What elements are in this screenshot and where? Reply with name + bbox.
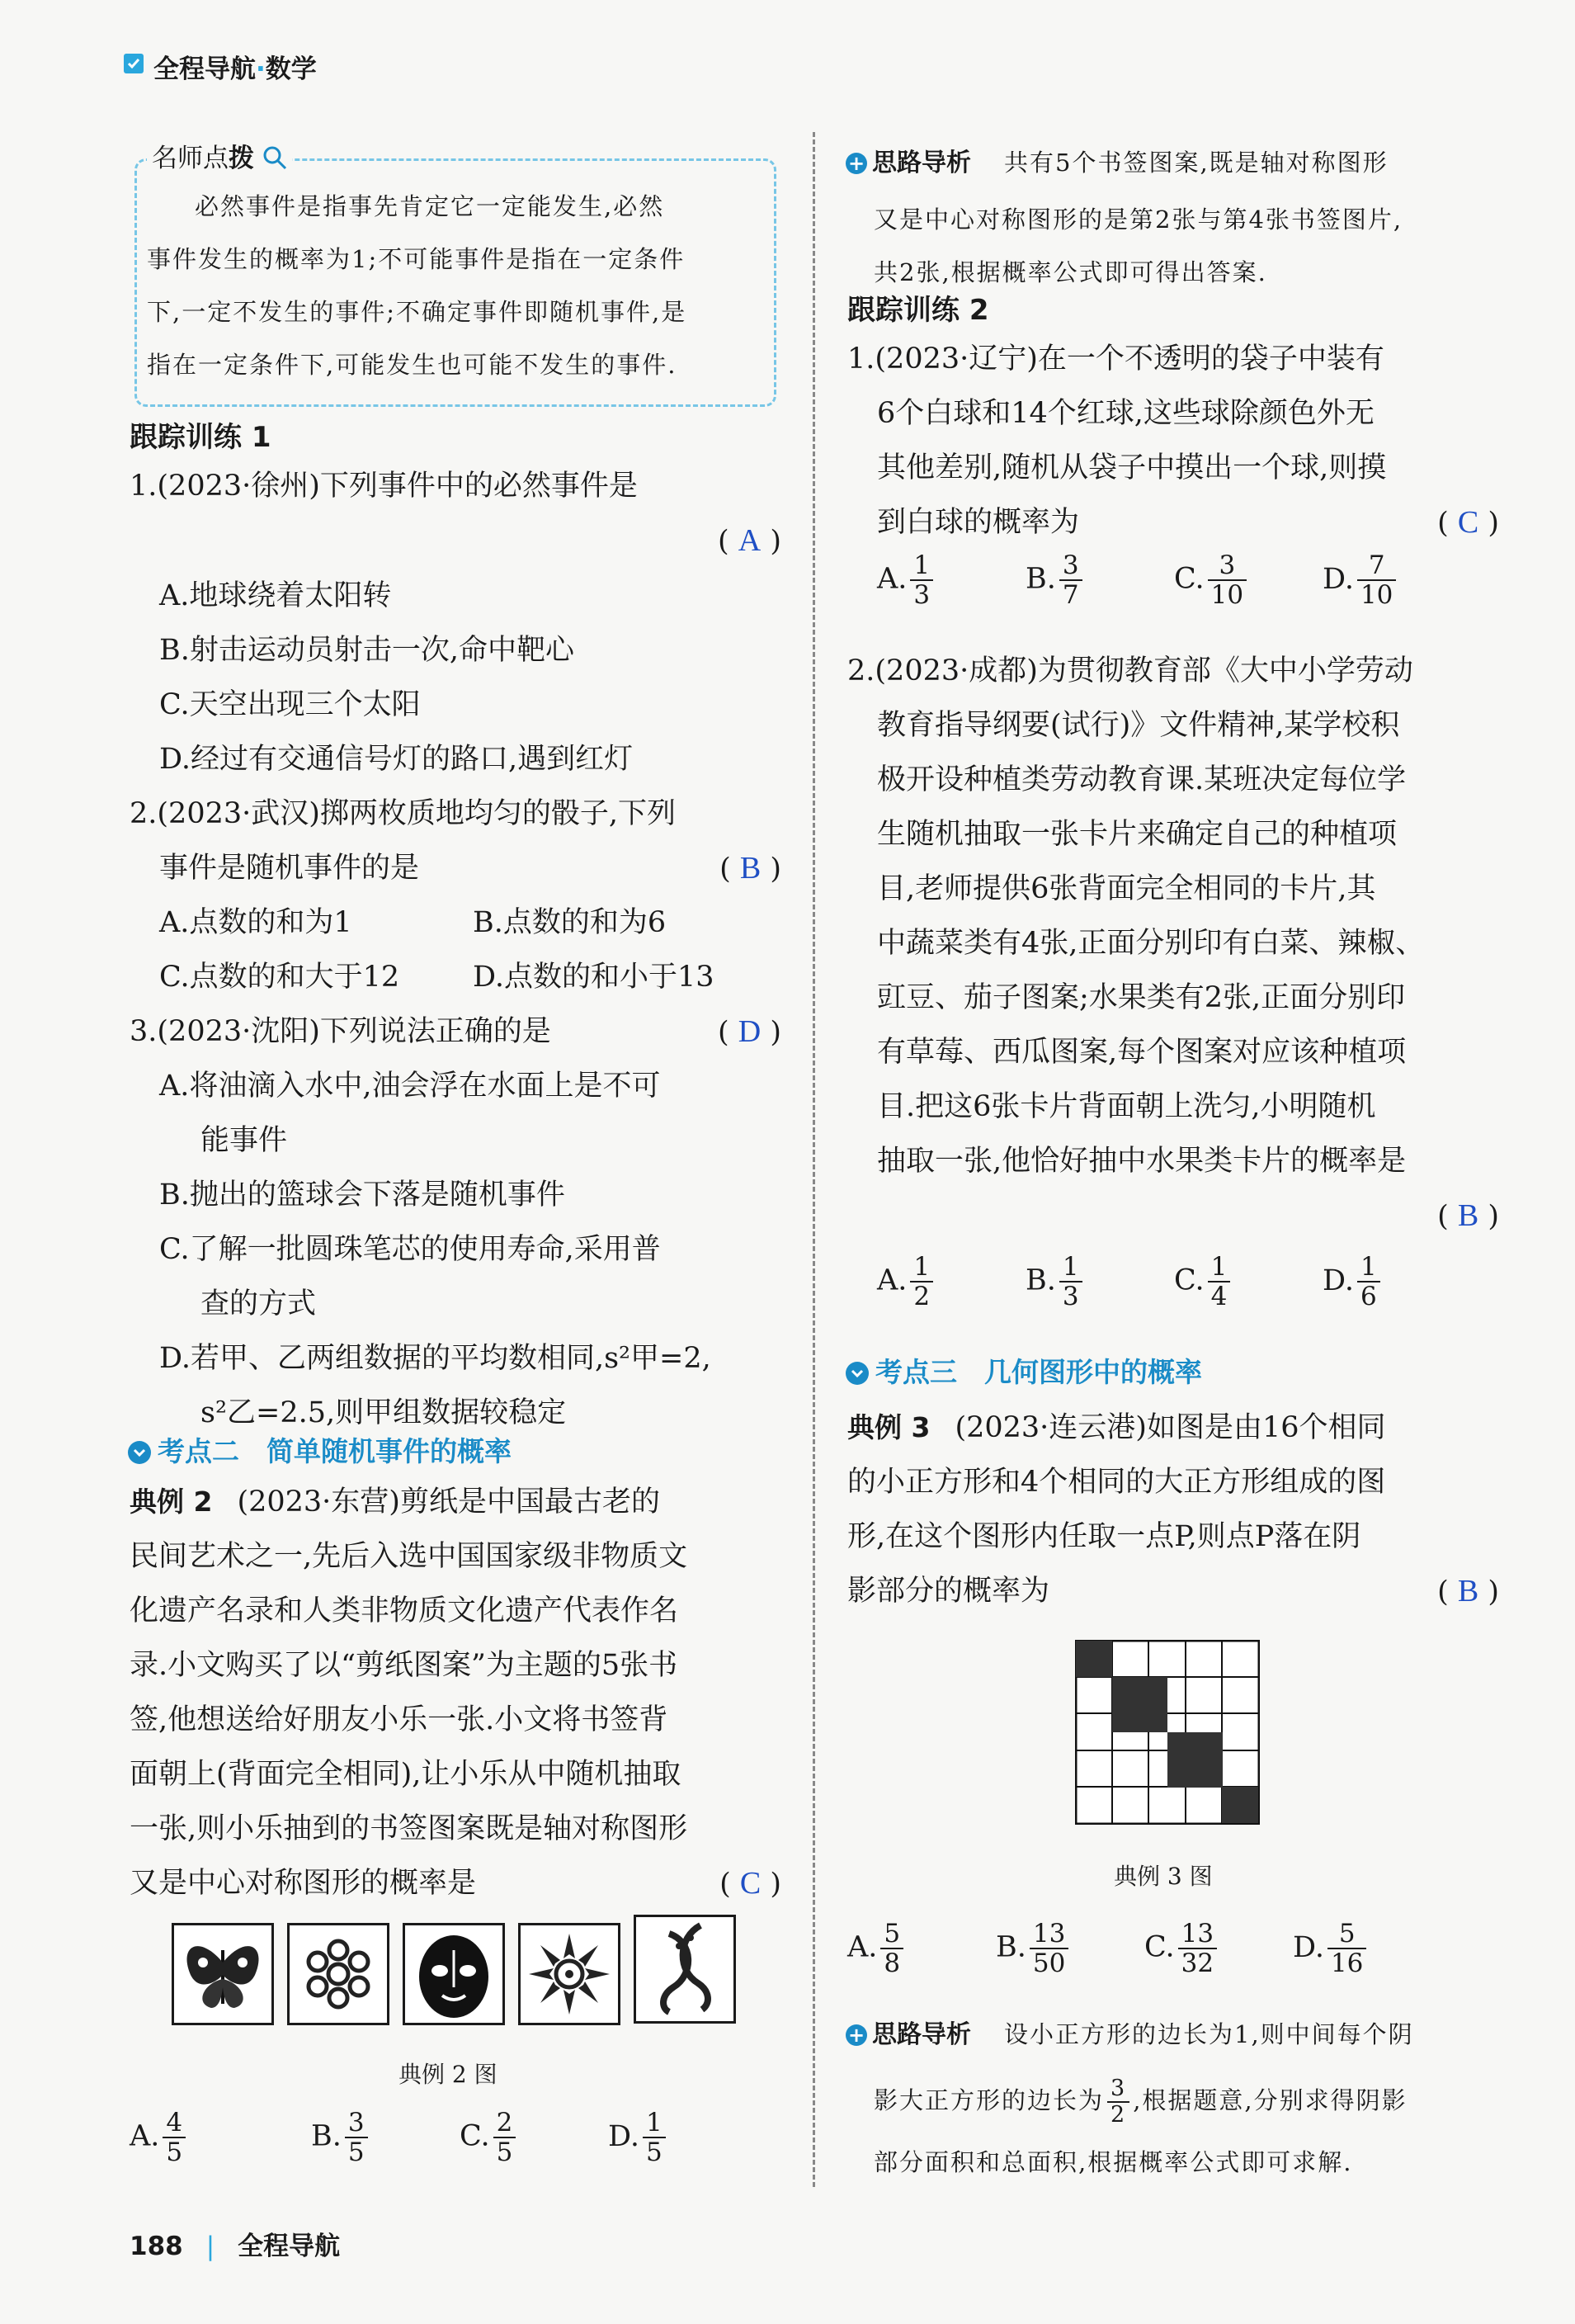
probability-grid-figure: [1075, 1640, 1260, 1825]
example3: 典例 3 (2023·连云港)如图是由16个相同 的小正方形和4个相同的大正方形组成的图 形,在这个图形内任取一点P,则点P落在阴 影部分的概率为 ( B ): [847, 1411, 1499, 1608]
train2-q1-options: A. $\frac{1}{3}$ B. $\frac{3}{7}$ C. $\frac{3}{10}$ D. $\frac{7}{10}$: [877, 551, 1399, 609]
train1-title: 跟踪训练 1: [130, 421, 271, 454]
snowflake-icon: [287, 1923, 389, 2025]
train2-q2-options: A. $\frac{1}{2}$ B. $\frac{1}{3}$ C. $\frac{1}{4}$ D. $\frac{1}{6}$: [877, 1253, 1384, 1311]
train2-title: 跟踪训练 2: [847, 294, 989, 327]
column-divider: [813, 132, 815, 2187]
topic3-title: 考点三 几何图形中的概率: [846, 1351, 1202, 1390]
mandala-icon: [518, 1923, 620, 2025]
train1-q1: 1.(2023·徐州)下列事件中的必然事件是 ( A ) A.地球绕着太阳转 B.射击运动员射击一次,命中靶心 C.天空出现三个太阳 D.经过有交通信号灯的路口,遇到红灯 2.(2023·武汉)掷两枚质地均匀的骰子,下列 事件是随机事件的是 ( B ) A.点数的和为1 B.点数的和为6 C.点数的和大于12 D.点数的和小于13 3.(2023·沈阳)下列说法正确的是 ( D ) A.将油滴入水中,油会浮在水面上是不可 能事件 B.抛出的篮球会下落是随机事件 C.了解一批圆珠笔芯的使用寿命,采用普 查的方式 D.若甲、乙两组数据的平均数相同,s²甲=2, s²乙=2.5,则甲组数据较稳定: [130, 470, 781, 1429]
figure-caption: 典例 3 图: [1114, 1863, 1213, 1890]
train2-q2: 2.(2023·成都)为贯彻教育部《大中小学劳动 教育指导纲要(试行)》文件精神,某学校积 极开设种植类劳动教育课.某班决定每位学 生随机抽取一张卡片来确定自己的种植项 目,老师提供6张背面完全相同的卡片,其 中蔬菜类有4张,正面分别印有白菜、辣椒、 豇豆、茄子图案;水果类有2张,正面分别印 有草莓、西瓜图案,每个图案对应该种植项 目.把这6张卡片背面朝上洗匀,小明随机 抽取一张,他恰好抽中水果类卡片的概率是 ( B ): [847, 654, 1499, 1233]
plus-icon: +: [846, 2024, 867, 2046]
chevron-down-icon: [846, 1362, 869, 1385]
example2: 典例 2 (2023·东营)剪纸是中国最古老的 民间艺术之一,先后入选中国国家级非物质文 化遗产名录和人类非物质文化遗产代表作名 录.小文购买了以“剪纸图案”为主题的5张书 签,他想送给好朋友小乐一张.小文将书签背 面朝上(背面完全相同),让小乐从中随机抽取 一张,则小乐抽到的书签图案既是轴对称图形 又是中心对称图形的概率是 ( C ): [130, 1486, 781, 1901]
answer: A: [738, 523, 762, 558]
chevron-down-icon: [128, 1441, 151, 1464]
think2: + 思路导析 共有5个书签图案,既是轴对称图形 又是中心对称图形的是第2张与第4张书签图片, 共2张,根据概率公式即可得出答案.: [846, 136, 1497, 299]
train2-q1: 1.(2023·辽宁)在一个不透明的袋子中装有 6个白球和14个红球,这些球除颜色外无 其他差别,随机从袋子中摸出一个球,则摸 到白球的概率为 ( C ): [847, 342, 1499, 540]
plus-icon: +: [846, 153, 867, 174]
mask-icon: [403, 1923, 505, 2025]
page-number: 188 | 全程导航: [130, 2232, 341, 2261]
tip-label: 名师点拨: [147, 137, 292, 174]
tip-text: 必然事件是指事先肯定它一定能发生,必然 事件发生的概率为1;不可能事件是指在一定条件 下,一定不发生的事件;不确定事件即随机事件,是 指在一定条件下,可能发生也可能不发生的事件.: [147, 192, 687, 379]
think3: + 思路导析 设小正方形的边长为1,则中间每个阴 影大正方形的边长为 $\frac{3}{2}$ ,根据题意,分别求得阴影 部分面积和总面积,根据概率公式即可求解.: [846, 2005, 1506, 2191]
example2-options: A. $\frac{4}{5}$ B. $\frac{3}{5}$ C. $\frac{2}{5}$ D. $\frac{1}{5}$: [130, 2109, 669, 2166]
example3-options: A. $\frac{5}{8}$ B. $\frac{13}{50}$ C. $\frac{13}{32}$ D. $\frac{5}{16}$: [847, 1920, 1370, 1977]
header-title: 全程导航·数学: [153, 54, 317, 84]
check-icon: [124, 54, 144, 73]
topic2-title: 考点二 简单随机事件的概率: [128, 1430, 512, 1469]
butterfly-icon: [172, 1923, 274, 2025]
figure-caption: 典例 2 图: [398, 2061, 497, 2088]
fish-icon: [634, 1915, 736, 2024]
magnifier-icon: [262, 145, 287, 170]
